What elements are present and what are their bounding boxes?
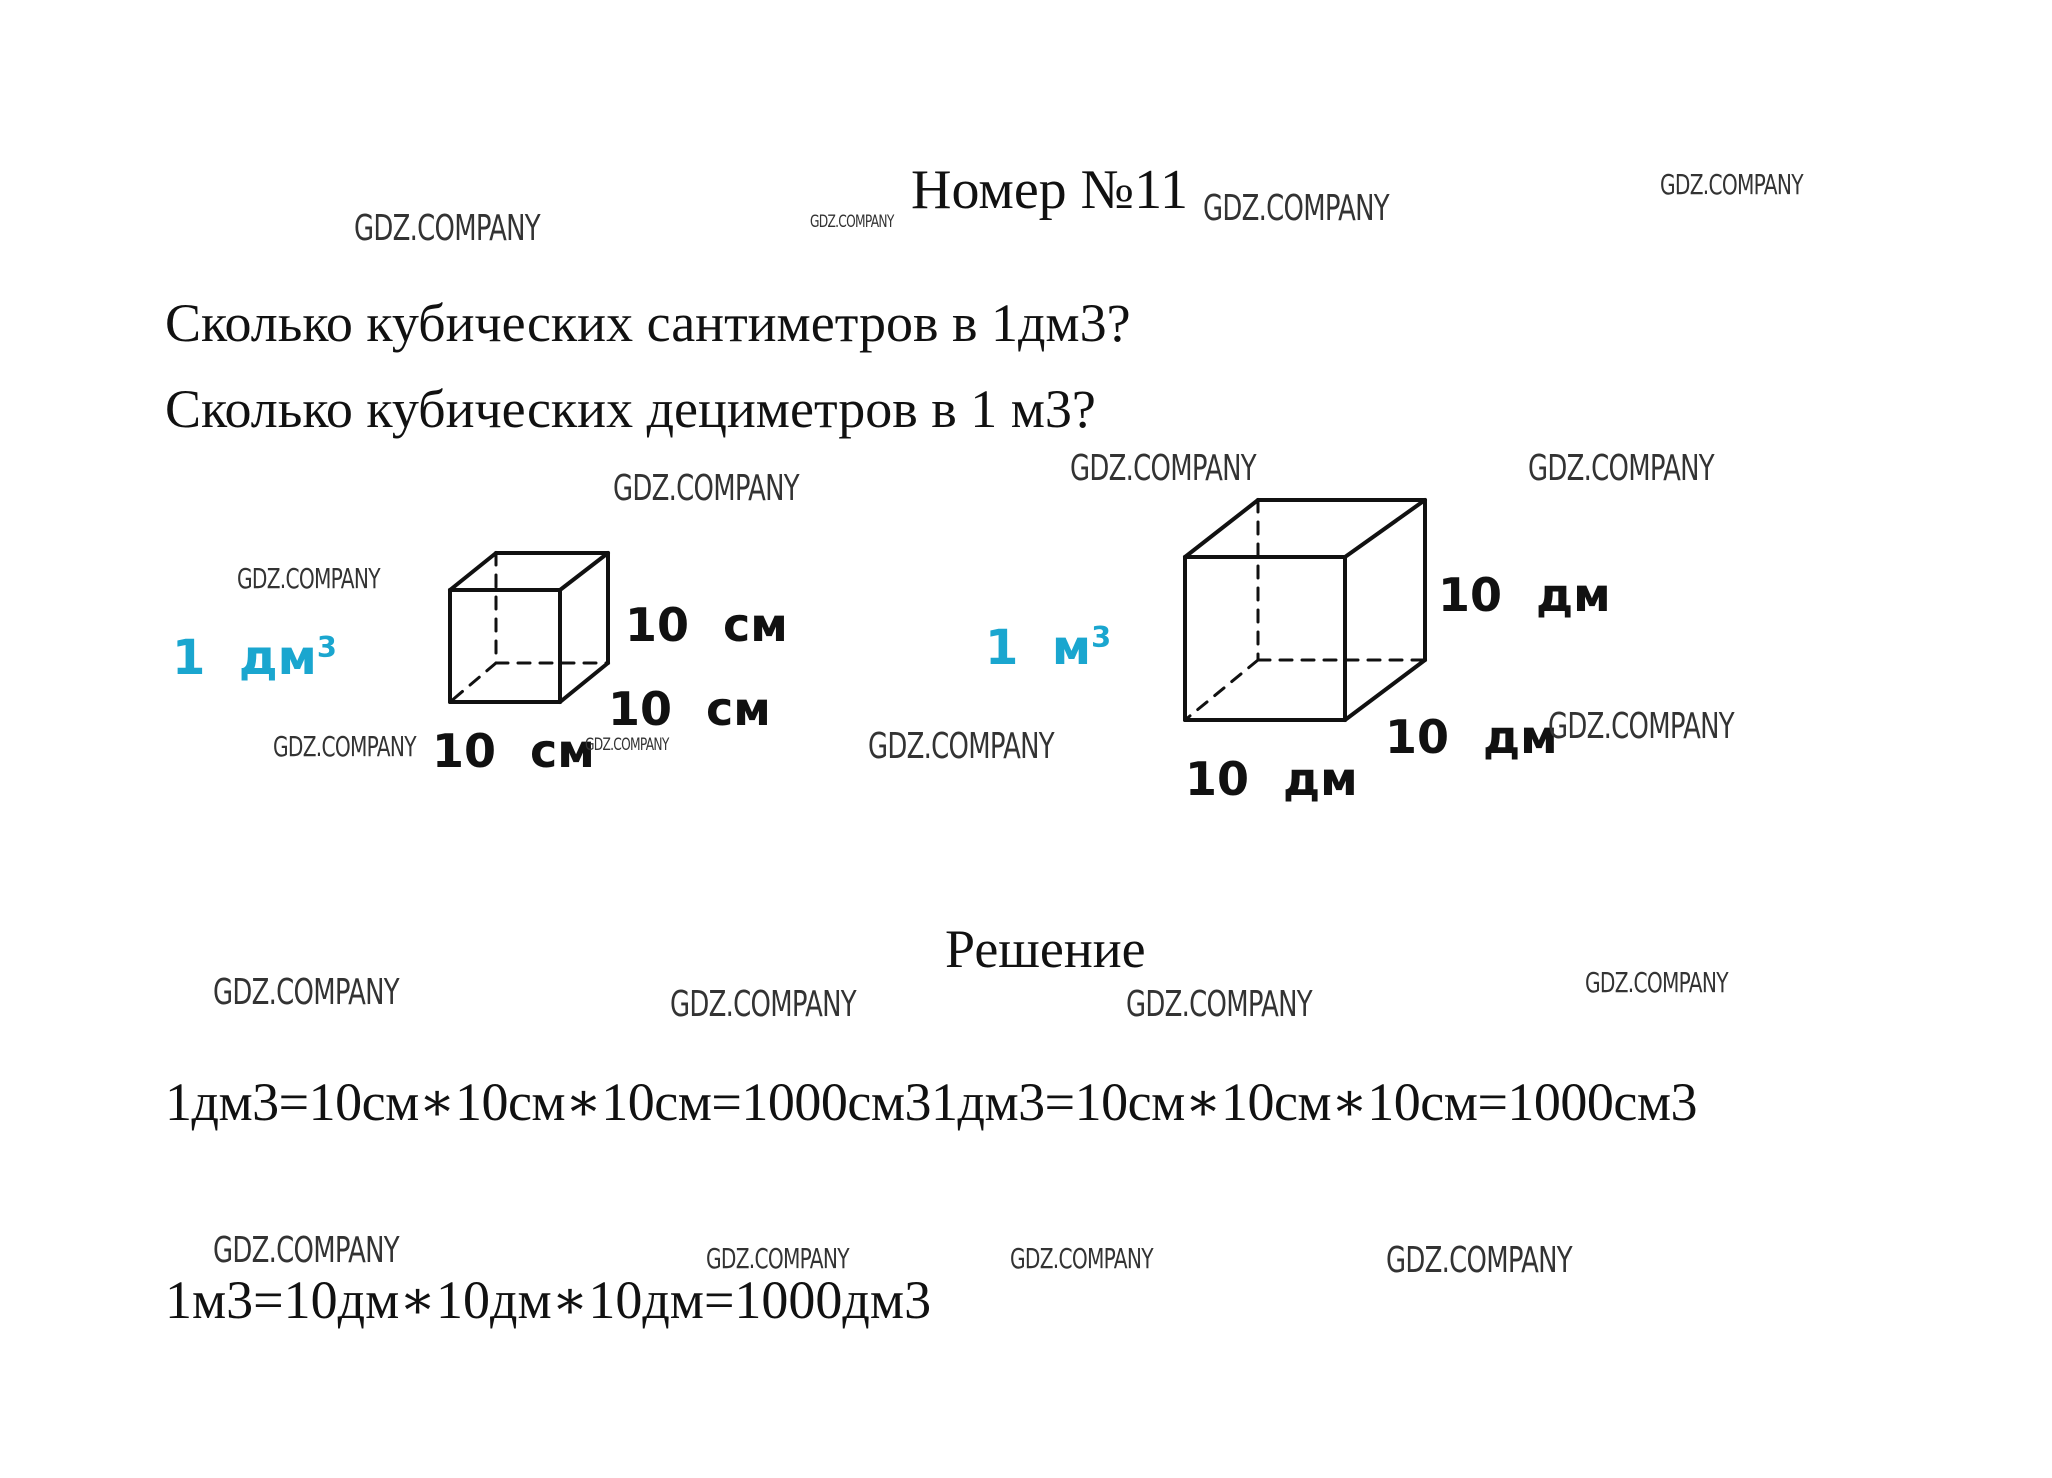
cube-edge bbox=[450, 553, 496, 590]
volume-label-left bbox=[172, 630, 337, 686]
cube-edge bbox=[560, 663, 608, 702]
watermark: GDZ.COMPANY bbox=[585, 735, 669, 755]
watermark: GDZ.COMPANY bbox=[1203, 188, 1389, 229]
volume-number: 1 bbox=[172, 630, 206, 686]
cube-edge bbox=[1185, 500, 1258, 557]
watermark: GDZ.COMPANY bbox=[670, 984, 856, 1025]
cube-edge bbox=[560, 553, 608, 590]
edge-label-height-right: 10 дм bbox=[1438, 568, 1611, 622]
edge-label-width-left: 10 см bbox=[432, 724, 595, 778]
watermark: GDZ.COMPANY bbox=[1660, 168, 1803, 201]
large-cube-diagram bbox=[1175, 495, 1435, 735]
solution-heading: Решение bbox=[945, 919, 1146, 979]
cube-hidden-edge bbox=[1185, 660, 1258, 720]
watermark: GDZ.COMPANY bbox=[1070, 448, 1256, 489]
watermark: GDZ.COMPANY bbox=[213, 1230, 399, 1271]
watermark: GDZ.COMPANY bbox=[706, 1242, 849, 1275]
edge-label-width-right: 10 дм bbox=[1185, 752, 1358, 806]
watermark: GDZ.COMPANY bbox=[1528, 448, 1714, 489]
watermark: GDZ.COMPANY bbox=[1585, 966, 1728, 999]
page-title: Номер №11 bbox=[911, 159, 1189, 221]
solution-line-1: 1дм3=10см∗10см∗10см=1000см31дм3=10см∗10см∗10см=1000см3 bbox=[165, 1072, 1698, 1132]
watermark: GDZ.COMPANY bbox=[354, 208, 540, 249]
edge-label-depth-right: 10 дм bbox=[1385, 710, 1558, 764]
volume-number: 1 bbox=[985, 620, 1019, 676]
watermark: GDZ.COMPANY bbox=[1386, 1240, 1572, 1281]
solution-line-2: 1м3=10дм∗10дм∗10дм=1000дм3 bbox=[165, 1270, 932, 1330]
watermark: GDZ.COMPANY bbox=[1010, 1242, 1153, 1275]
cube-hidden-edge bbox=[450, 663, 496, 702]
watermark: GDZ.COMPANY bbox=[810, 212, 894, 232]
volume-label-right bbox=[985, 620, 1111, 676]
volume-exponent: 3 bbox=[316, 630, 337, 664]
volume-unit: м bbox=[1051, 620, 1092, 676]
watermark: GDZ.COMPANY bbox=[613, 468, 799, 509]
watermark: GDZ.COMPANY bbox=[213, 972, 399, 1013]
small-cube-diagram bbox=[440, 545, 620, 715]
watermark: GDZ.COMPANY bbox=[868, 726, 1054, 767]
watermark: GDZ.COMPANY bbox=[1126, 984, 1312, 1025]
watermark: GDZ.COMPANY bbox=[237, 562, 380, 595]
watermark: GDZ.COMPANY bbox=[273, 730, 416, 763]
watermark: GDZ.COMPANY bbox=[1548, 706, 1734, 747]
edge-label-depth-left: 10 см bbox=[608, 682, 771, 736]
volume-unit: дм bbox=[238, 630, 317, 686]
question-2: Сколько кубических дециметров в 1 м3? bbox=[165, 379, 1096, 439]
question-1: Сколько кубических сантиметров в 1дм3? bbox=[165, 293, 1131, 353]
cube-edge bbox=[1345, 500, 1425, 557]
edge-label-height-left: 10 см bbox=[625, 598, 788, 652]
volume-exponent: 3 bbox=[1091, 620, 1112, 654]
